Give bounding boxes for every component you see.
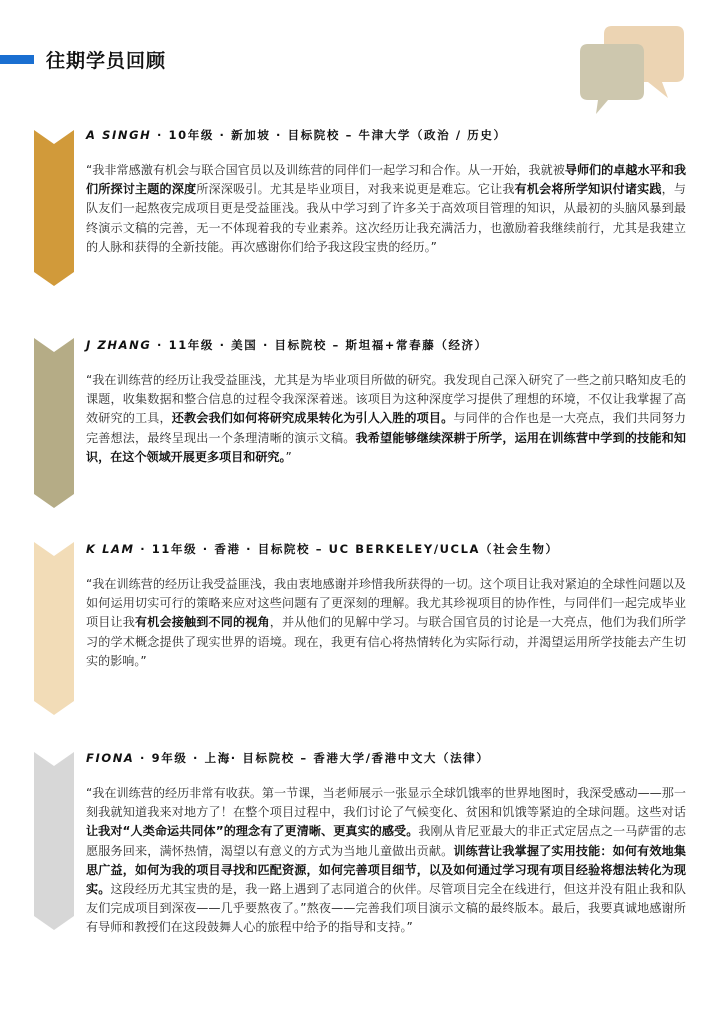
speech-bubbles-icon [576,26,686,116]
testimonial-text [86,161,686,257]
body-text: ，并从他们的见解中学习。与联合国官员的讨论是一大亮点，他们为我们所学习的学术概念提供了现实世界的语境。现在，我更有信心将热情转化为实际行动，并渴望运用所学技能去产生切实的影响。” [86,615,686,668]
emphasis-text: 训练营让我掌握了实用技能：如何有效地集思广益，如何为我的项目寻找和匹配资源，如何完善项目细节，以及如何通过学习现有项目经验将想法转化为现实。 [86,843,686,897]
body-text: 我刚从肯尼亚最大的非正式定居点之一马萨雷的志愿服务回来，满怀热情，渴望以有意义的方式为当地儿童做出贡献。 [86,824,686,858]
speech-bubble-front [580,44,644,114]
testimonial-entry-3 [86,541,686,671]
student-details: · 10年级 · 新加坡 · 目标院校 – 牛津大学（政治 / 历史） [151,128,507,142]
title-accent-bar [0,55,34,64]
student-name: A SINGH [86,128,152,142]
chevron-marker-1 [34,130,74,286]
student-name: K LAM [86,542,135,556]
testimonial-header [86,541,686,557]
chevron-marker-3 [34,542,74,715]
testimonial-entry-2 [86,337,686,467]
body-text: “我非常感激有机会与联合国官员以及训练营的同伴们一起学习和合作。从一开始，我就被 [86,163,565,177]
student-name: J ZHANG [86,338,152,352]
chevron-marker-2 [34,338,74,508]
body-text: “我在训练营的经历让我受益匪浅，我由衷地感谢并珍惜我所获得的一切。这个项目让我对紧迫的全球性问题以及如何运用切实可行的策略来应对这些问题有了更深刻的理解。我尤其珍视项目的协作性，与同伴们一起完成毕业项目让我 [86,577,686,630]
body-text: “我在训练营的经历非常有收获。第一节课，当老师展示一张显示全球饥饿率的世界地图时，我深受感动——那一刻我就知道我来对地方了！在整个项目过程中，我们讨论了气候变化、贫困和饥饿等紧迫的全球问题。这些对话 [86,786,686,820]
body-text: 所深深吸引。尤其是毕业项目，对我来说更是难忘。它让我 [196,182,515,197]
emphasis-text: 导师们的卓越水平和我们所探讨主题的深度 [86,163,686,197]
emphasis-text: 我希望能够继续深耕于所学，运用在训练营中学到的技能和知识，在这个领域开展更多项目和研究。 [86,430,686,464]
testimonial-text [86,371,686,467]
emphasis-text: 还教会我们如何将研究成果转化为引人入胜的项目。 [171,411,454,426]
testimonial-text [86,575,686,671]
testimonial-text [86,784,686,938]
emphasis-text: 有机会将所学知识付诸实践 [514,182,662,197]
body-text: ” [285,449,292,464]
testimonial-header [86,337,686,353]
chevron-marker-4 [34,752,74,930]
body-text: ，与队友们一起熬夜完成项目更是受益匪浅。我从中学习到了许多关于高效项目管理的知识，从最初的头脑风暴到最终演示文稿的完善，无一不体现着我的专业素养。这次经历让我充满活力，也激励着我继续前行，尤其是我建立的人脉和获得的全新技能。再次感谢你们给予我这段宝贵的经历。” [86,182,686,254]
testimonial-entry-4 [86,750,686,938]
emphasis-text: 有机会接触到不同的视角 [135,615,270,630]
student-details: · 11年级 · 美国 · 目标院校 – 斯坦福+常春藤（经济） [151,338,488,352]
testimonial-entry-1 [86,127,686,257]
testimonial-header [86,127,686,143]
emphasis-text: 让我对“人类命运共同体”的理念有了更清晰、更真实的感受。 [86,824,419,839]
body-text: 这段经历尤其宝贵的是，我一路上遇到了志同道合的伙伴。尽管项目完全在线进行，但这并没有阻止我和队友们完成项目到深夜——几乎要熬夜了。”熬夜——完善我们项目演示文稿的最终版本。最后，我要真诚地感谢所有导师和教授们在这段鼓舞人心的旅程中给予的指导和支持。” [86,882,686,935]
student-name: FIONA [86,751,135,765]
page-title: 往期学员回顾 [46,50,167,72]
testimonial-header [86,750,686,766]
body-text: “我在训练营的经历让我受益匪浅，尤其是为毕业项目所做的研究。我发现自己深入研究了一些之前只略知皮毛的课题，收集数据和整合信息的过程令我深深着迷。该项目为这种深度学习提供了理想的环境，不仅让我掌握了高效研究的工具， [86,373,686,426]
student-details: · 9年级 · 上海· 目标院校 – 香港大学/香港中文大（法律） [134,751,490,765]
student-details: · 11年级 · 香港 · 目标院校 – UC BERKELEY/UCLA（社会生物） [134,542,559,556]
body-text: 与同伴的合作也是一大亮点，我们共同努力完善想法，最终呈现出一个条理清晰的演示文稿。 [86,411,686,445]
